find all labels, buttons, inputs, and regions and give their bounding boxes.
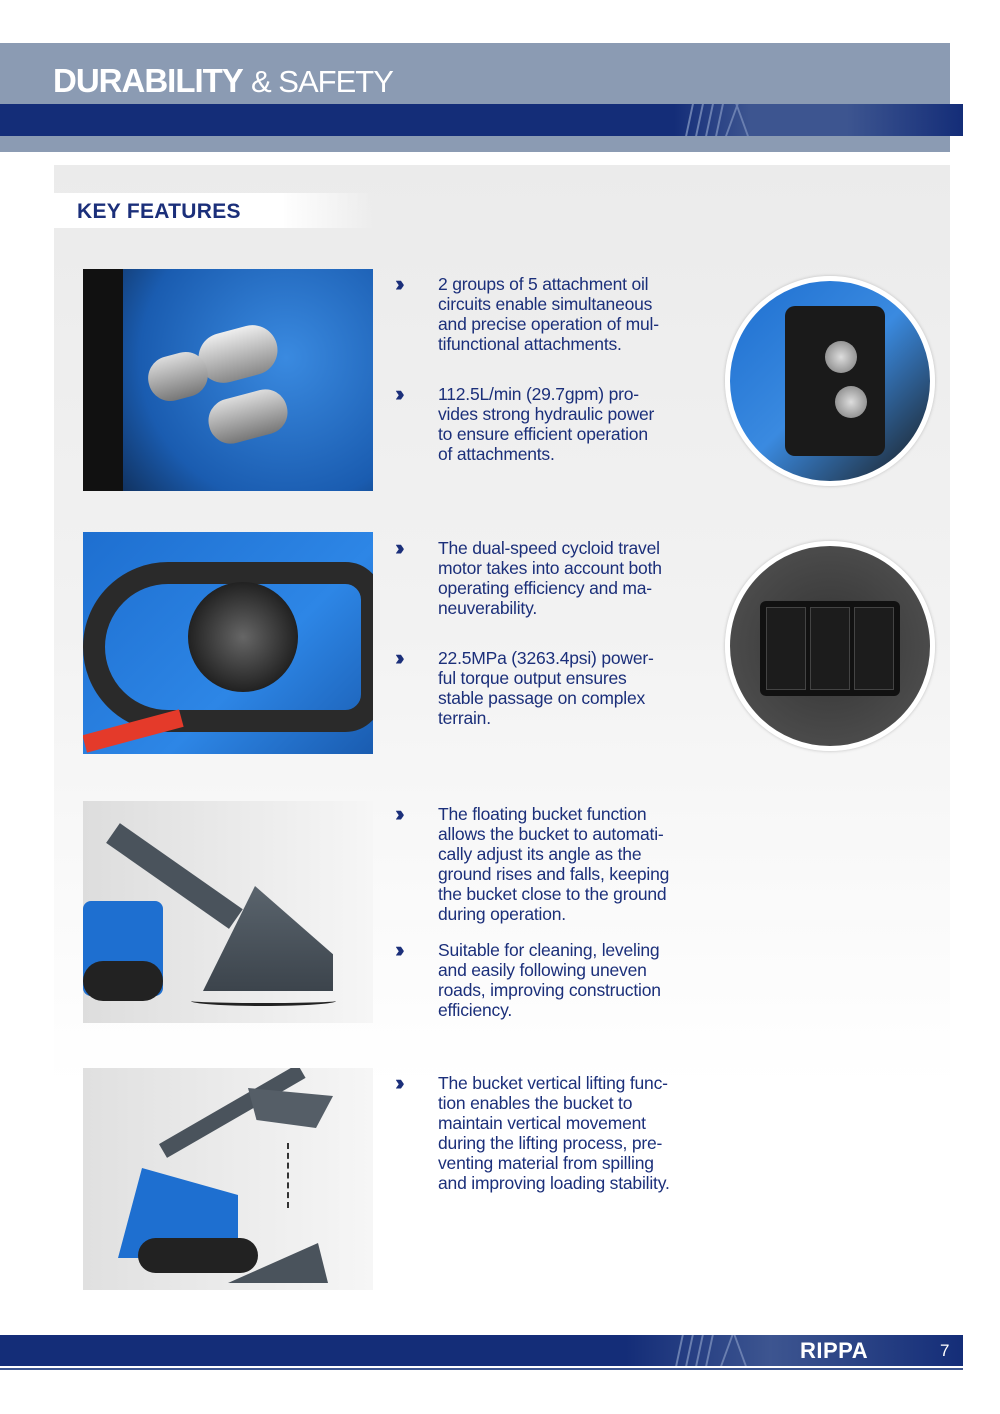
footer-bar [0, 1335, 963, 1366]
feature-item: ›› The floating bucket function allows the bucket to automati- cally adjust its angle as the ground rises and falls, keeping the bucket close to the ground during operation. [395, 801, 670, 924]
chevron-right-icon: ›› [395, 801, 400, 826]
feature-group-2 [395, 535, 715, 728]
feature-group-4 [395, 1070, 715, 1193]
floating-bucket-photo [83, 801, 373, 1023]
feature-item: ›› The bucket vertical lifting func- tion enables the bucket to maintain vertical movement during the lifting process, pre- venting material from spilling and improving loading stability. [395, 1070, 670, 1193]
feature-item: ›› 22.5MPa (3263.4psi) power- ful torque output ensures stable passage on complex terrain. [395, 645, 654, 728]
page-number: 7 [940, 1341, 950, 1360]
stripe-decoration [680, 104, 770, 136]
page-title: DURABILITY & SAFETY [53, 62, 393, 99]
feature-group-3 [395, 801, 715, 1020]
brand-logo: RIPPA [800, 1338, 869, 1363]
section-title: KEY FEATURES [54, 193, 284, 228]
footer-line [0, 1368, 963, 1370]
chevron-right-icon: ›› [395, 381, 400, 406]
feature-item: ›› Suitable for cleaning, leveling and easily following uneven roads, improving construction efficiency. [395, 937, 661, 1020]
chevron-right-icon: ›› [395, 1070, 400, 1095]
vertical-lift-loader-photo [83, 1068, 373, 1290]
cycloid-travel-motor-photo [83, 532, 373, 754]
stripe-decoration [670, 1335, 760, 1366]
switch-panel-detail-photo [725, 541, 935, 751]
header-blue-stripe [0, 104, 963, 136]
chevron-right-icon: ›› [395, 645, 400, 670]
feature-item: ›› 112.5L/min (29.7gpm) pro- vides strong hydraulic power to ensure efficient operation of attachments. [395, 381, 655, 464]
chevron-right-icon: ›› [395, 535, 400, 560]
coupler-detail-photo [725, 276, 935, 486]
chevron-right-icon: ›› [395, 937, 400, 962]
feature-group-1 [395, 271, 715, 464]
feature-item: ›› The dual-speed cycloid travel motor takes into account both operating efficiency and ma- neuverability. [395, 535, 662, 618]
hydraulic-quick-couplers-photo [83, 269, 373, 491]
feature-item: ›› 2 groups of 5 attachment oil circuits enable simultaneous and precise operation of mul- tifunctional attachments. [395, 271, 659, 354]
chevron-right-icon: ›› [395, 271, 400, 296]
section-decoration [280, 193, 375, 228]
